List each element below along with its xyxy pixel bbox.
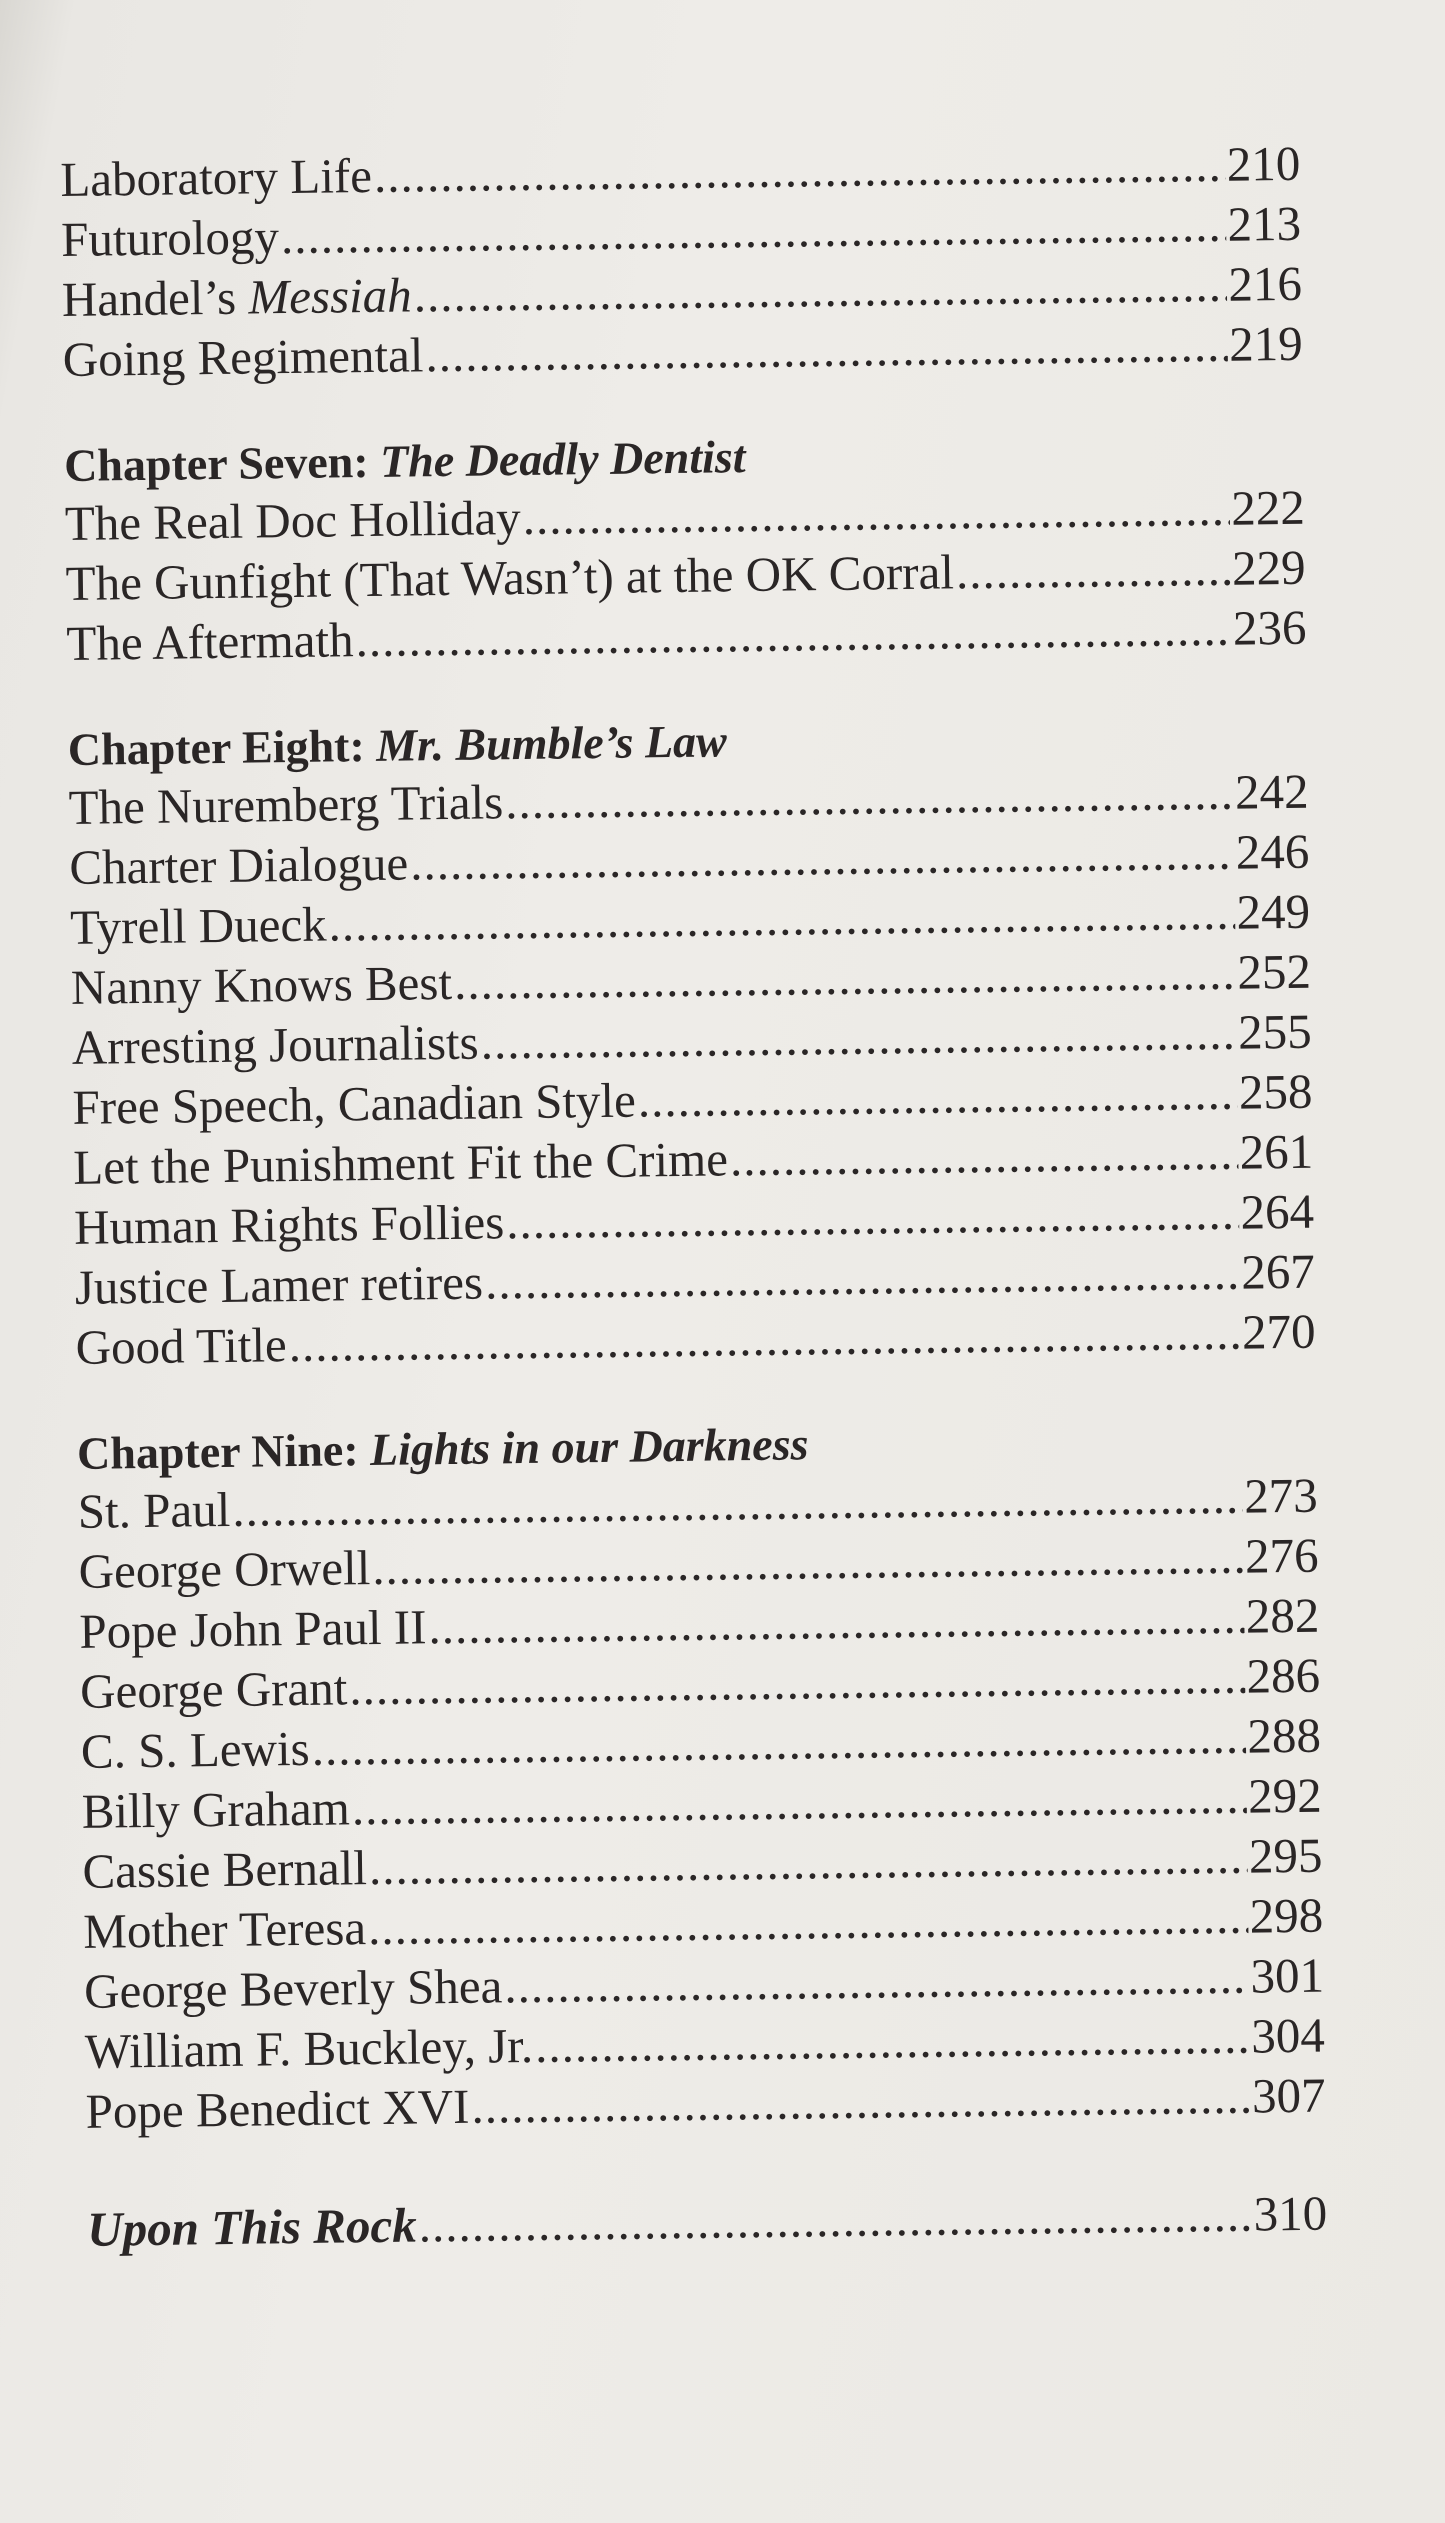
chapter-label: Chapter Nine: — [76, 1424, 371, 1479]
table-of-contents — [60, 134, 1328, 2260]
entry-title: Pope Benedict XVI — [85, 2078, 470, 2139]
entry-page-number: 229 — [1231, 539, 1306, 596]
entry-title: C. S. Lewis — [80, 1720, 310, 1779]
entry-title: The Gunfight (That Wasn’t) at the OK Corral — [65, 544, 955, 611]
entry-page-number: 304 — [1250, 2007, 1326, 2064]
entry-title-plain: Handel’s — [61, 269, 249, 327]
entry-title: Arresting Journalists — [71, 1014, 480, 1075]
entry-title: Nanny Knows Best — [70, 954, 453, 1015]
entry-page-number: 276 — [1244, 1527, 1319, 1584]
entry-title-italic: Messiah — [248, 267, 413, 325]
toc-entry — [87, 2184, 1328, 2260]
entry-page-number: 292 — [1247, 1767, 1323, 1824]
chapter-subtitle: Mr. Bumble’s Law — [375, 715, 728, 771]
chapter-subtitle: Lights in our Darkness — [369, 1418, 809, 1476]
entry-title: Justice Lamer retires — [74, 1254, 484, 1315]
leader-dots — [418, 2185, 1252, 2256]
entry-page-number: 310 — [1253, 2185, 1328, 2242]
entry-page-number: 219 — [1228, 315, 1303, 372]
chapter-seven-section — [64, 422, 1307, 674]
entry-title: William F. Buckley, Jr. — [84, 2017, 534, 2079]
leader-dots — [425, 315, 1228, 385]
leader-dots — [505, 763, 1234, 833]
entry-title: George Beverly Shea — [83, 1958, 503, 2019]
entry-page-number: 246 — [1235, 823, 1310, 880]
entry-page-number: 236 — [1232, 599, 1307, 656]
entry-title: George Orwell — [78, 1540, 371, 1599]
entry-page-number: 255 — [1237, 1003, 1313, 1060]
entry-page-number: 258 — [1238, 1063, 1313, 1120]
chapter-label: Chapter Seven: — [63, 435, 381, 491]
entry-title: Laboratory Life — [60, 147, 373, 207]
entry-title: Futurology — [60, 209, 280, 267]
entry-title: Upon This Rock — [86, 2197, 417, 2257]
entry-page-number: 216 — [1227, 255, 1303, 312]
entry-page-number: 288 — [1247, 1707, 1322, 1764]
chapter-eight-section — [67, 706, 1315, 1378]
leader-dots — [504, 1947, 1249, 2017]
entry-page-number: 252 — [1237, 943, 1312, 1000]
entry-page-number: 264 — [1240, 1183, 1315, 1240]
leader-dots — [637, 1063, 1237, 1131]
entry-title — [62, 265, 413, 330]
entry-page-number: 307 — [1251, 2067, 1326, 2124]
entry-page-number: 242 — [1234, 763, 1309, 820]
leader-dots — [730, 1123, 1239, 1190]
entry-title: Billy Graham — [81, 1780, 351, 1839]
entry-page-number: 295 — [1248, 1827, 1323, 1884]
entry-title: Pope John Paul II — [79, 1599, 427, 1659]
entry-title: Let the Punishment Fit the Crime — [72, 1131, 729, 1195]
toc-group-top — [60, 134, 1303, 390]
final-section — [87, 2184, 1328, 2260]
leader-dots — [485, 1243, 1240, 1313]
entry-page-number: 210 — [1226, 135, 1301, 192]
entry-title: St. Paul — [77, 1481, 231, 1539]
chapter-nine-section — [77, 1410, 1326, 2142]
leader-dots — [471, 2067, 1250, 2137]
entry-title: Human Rights Follies — [73, 1194, 505, 1255]
leader-dots — [374, 135, 1226, 206]
leader-dots — [355, 599, 1231, 670]
leader-dots — [955, 539, 1230, 603]
leader-dots — [410, 823, 1234, 894]
entry-title: The Aftermath — [66, 612, 354, 671]
leader-dots — [480, 1003, 1236, 1073]
entry-page-number: 222 — [1230, 479, 1306, 536]
entry-title: George Grant — [79, 1660, 348, 1719]
entry-page-number: 267 — [1240, 1243, 1316, 1300]
entry-page-number: 249 — [1236, 883, 1311, 940]
entry-title: Mother Teresa — [82, 1900, 367, 1959]
leader-dots — [428, 1587, 1244, 1658]
entry-page-number: 213 — [1227, 195, 1302, 252]
entry-title: The Real Doc Holliday — [64, 490, 522, 551]
entry-title: Free Speech, Canadian Style — [72, 1072, 637, 1135]
entry-page-number: 282 — [1245, 1587, 1320, 1644]
leader-dots — [454, 943, 1236, 1013]
entry-page-number: 298 — [1249, 1887, 1324, 1944]
leader-dots — [535, 2007, 1250, 2076]
entry-page-number: 286 — [1246, 1647, 1321, 1704]
entry-title: Tyrell Dueck — [69, 896, 327, 955]
entry-page-number: 261 — [1239, 1123, 1314, 1180]
entry-title: Going Regimental — [62, 327, 424, 387]
leader-dots — [522, 479, 1229, 548]
entry-title: Good Title — [75, 1317, 288, 1375]
leader-dots — [413, 255, 1226, 326]
entry-title: Cassie Bernall — [82, 1840, 368, 1899]
leader-dots — [288, 1303, 1240, 1375]
entry-page-number: 270 — [1241, 1303, 1316, 1360]
entry-title: Charter Dialogue — [69, 835, 409, 895]
leader-dots — [506, 1183, 1239, 1253]
chapter-subtitle: The Deadly Dentist — [379, 431, 746, 487]
entry-title: The Nuremberg Trials — [68, 774, 504, 835]
entry-page-number: 273 — [1243, 1467, 1319, 1524]
entry-page-number: 301 — [1250, 1947, 1325, 2004]
leader-dots — [372, 1527, 1244, 1598]
chapter-label: Chapter Eight: — [67, 719, 377, 775]
